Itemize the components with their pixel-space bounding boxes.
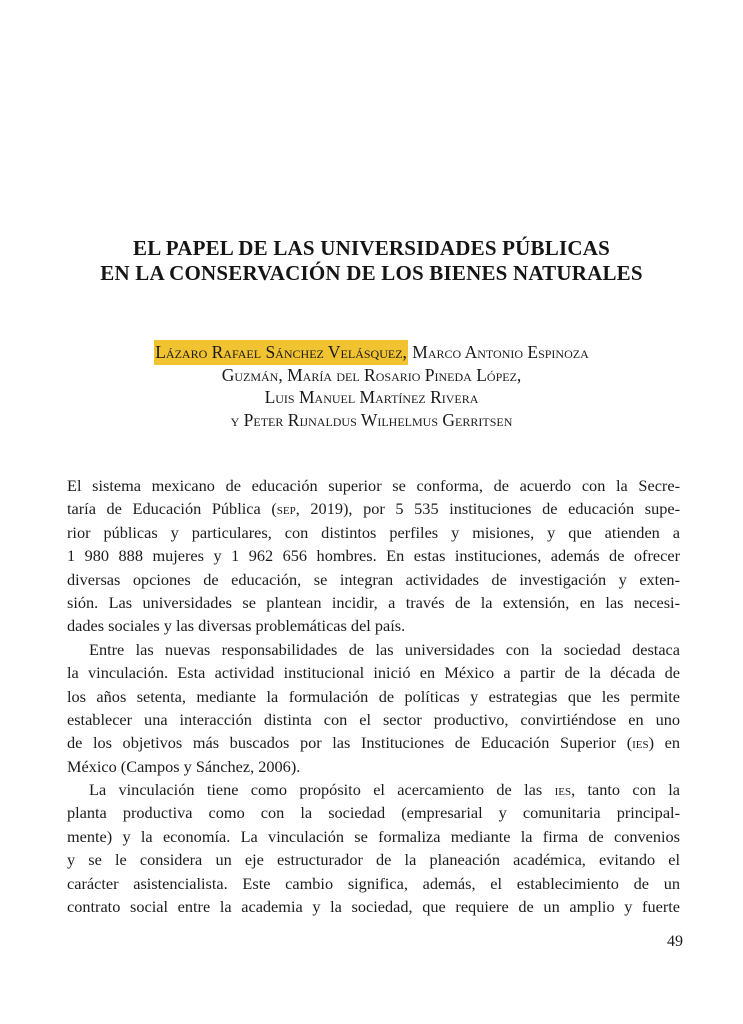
author-line-1 (0, 341, 743, 364)
body-line-post: , 2019), por 5 535 instituciones de educación supe- (295, 499, 680, 519)
author-list (0, 341, 743, 431)
body-line: mente) y la economía. La vinculación se formaliza mediante la firma de convenios (67, 826, 680, 846)
body-line: México (Campos y Sánchez, 2006). (67, 756, 301, 776)
body-line: El sistema mexicano de educación superior se conforma, de acuerdo con la Secre- (67, 476, 680, 495)
body-line: los años setenta, mediante la formulación de políticas y estrategias que les permite (67, 686, 680, 706)
body-line: establecer una interacción distinta con el sector productivo, convirtiéndose en uno (67, 709, 680, 729)
body-line-post: ) en (648, 733, 681, 753)
body-line: sión. Las universidades se plantean incidir, a través de la extensión, en las necesi- (67, 592, 680, 612)
author-line-3: Luis Manuel Martínez Rivera (264, 387, 479, 407)
body-line (67, 497, 680, 520)
author-line-2: Guzmán, María del Rosario Pineda López, (221, 364, 522, 385)
body-line: 1 980 888 mujeres y 1 962 656 hombres. En estas instituciones, además de ofrecer (67, 546, 680, 566)
body-line: Entre las nuevas responsabilidades de las universidades con la sociedad destaca (89, 639, 680, 659)
body-line: contrato social entre la academia y la sociedad, que requiere de un amplio y fuerte (67, 897, 680, 917)
page-number: 49 (667, 933, 683, 950)
author-line-4: y Peter Rijnaldus Wilhelmus Gerritsen (230, 409, 513, 430)
body-line-pre: de los objetivos más buscados por las Instituciones de Educación Superior ( (67, 733, 633, 753)
title-line-1: EL PAPEL DE LAS UNIVERSIDADES PÚBLICAS (133, 236, 610, 260)
body-line-post: , tanto con la (571, 780, 680, 800)
body-line (67, 731, 680, 754)
article-title (0, 236, 743, 286)
acronym-sep: sep (276, 499, 296, 519)
title-line-2: EN LA CONSERVACIÓN DE LOS BIENES NATURALES (100, 261, 643, 285)
acronym-ies: ies (632, 733, 649, 753)
body-line: rior públicas y particulares, con distintos perfiles y misiones, y que atienden a (67, 522, 680, 542)
body-line: planta productiva como con la sociedad (empresarial y comunitaria principal- (67, 803, 680, 823)
body-line: carácter asistencialista. Este cambio significa, además, el establecimiento de un (67, 873, 680, 893)
body-line-pre: La vinculación tiene como propósito el acercamiento de las (89, 780, 555, 800)
body-line (67, 778, 680, 801)
body-text (67, 474, 680, 918)
highlighted-author: Lázaro Rafael Sánchez Velásquez, (154, 340, 408, 365)
body-line: la vinculación. Esta actividad institucional inició en México a partir de la década de (67, 663, 680, 683)
body-line: dades sociales y las diversas problemáticas del país. (67, 616, 406, 636)
acronym-ies: ies (554, 780, 572, 800)
body-line-pre: taría de Educación Pública ( (67, 499, 277, 519)
author-line-1-rest: Marco Antonio Espinoza (412, 342, 589, 362)
body-line: diversas opciones de educación, se integran actividades de investigación y exten- (67, 569, 680, 589)
body-line: y se le considera un eje estructurador de la planeación académica, evitando el (67, 850, 680, 870)
